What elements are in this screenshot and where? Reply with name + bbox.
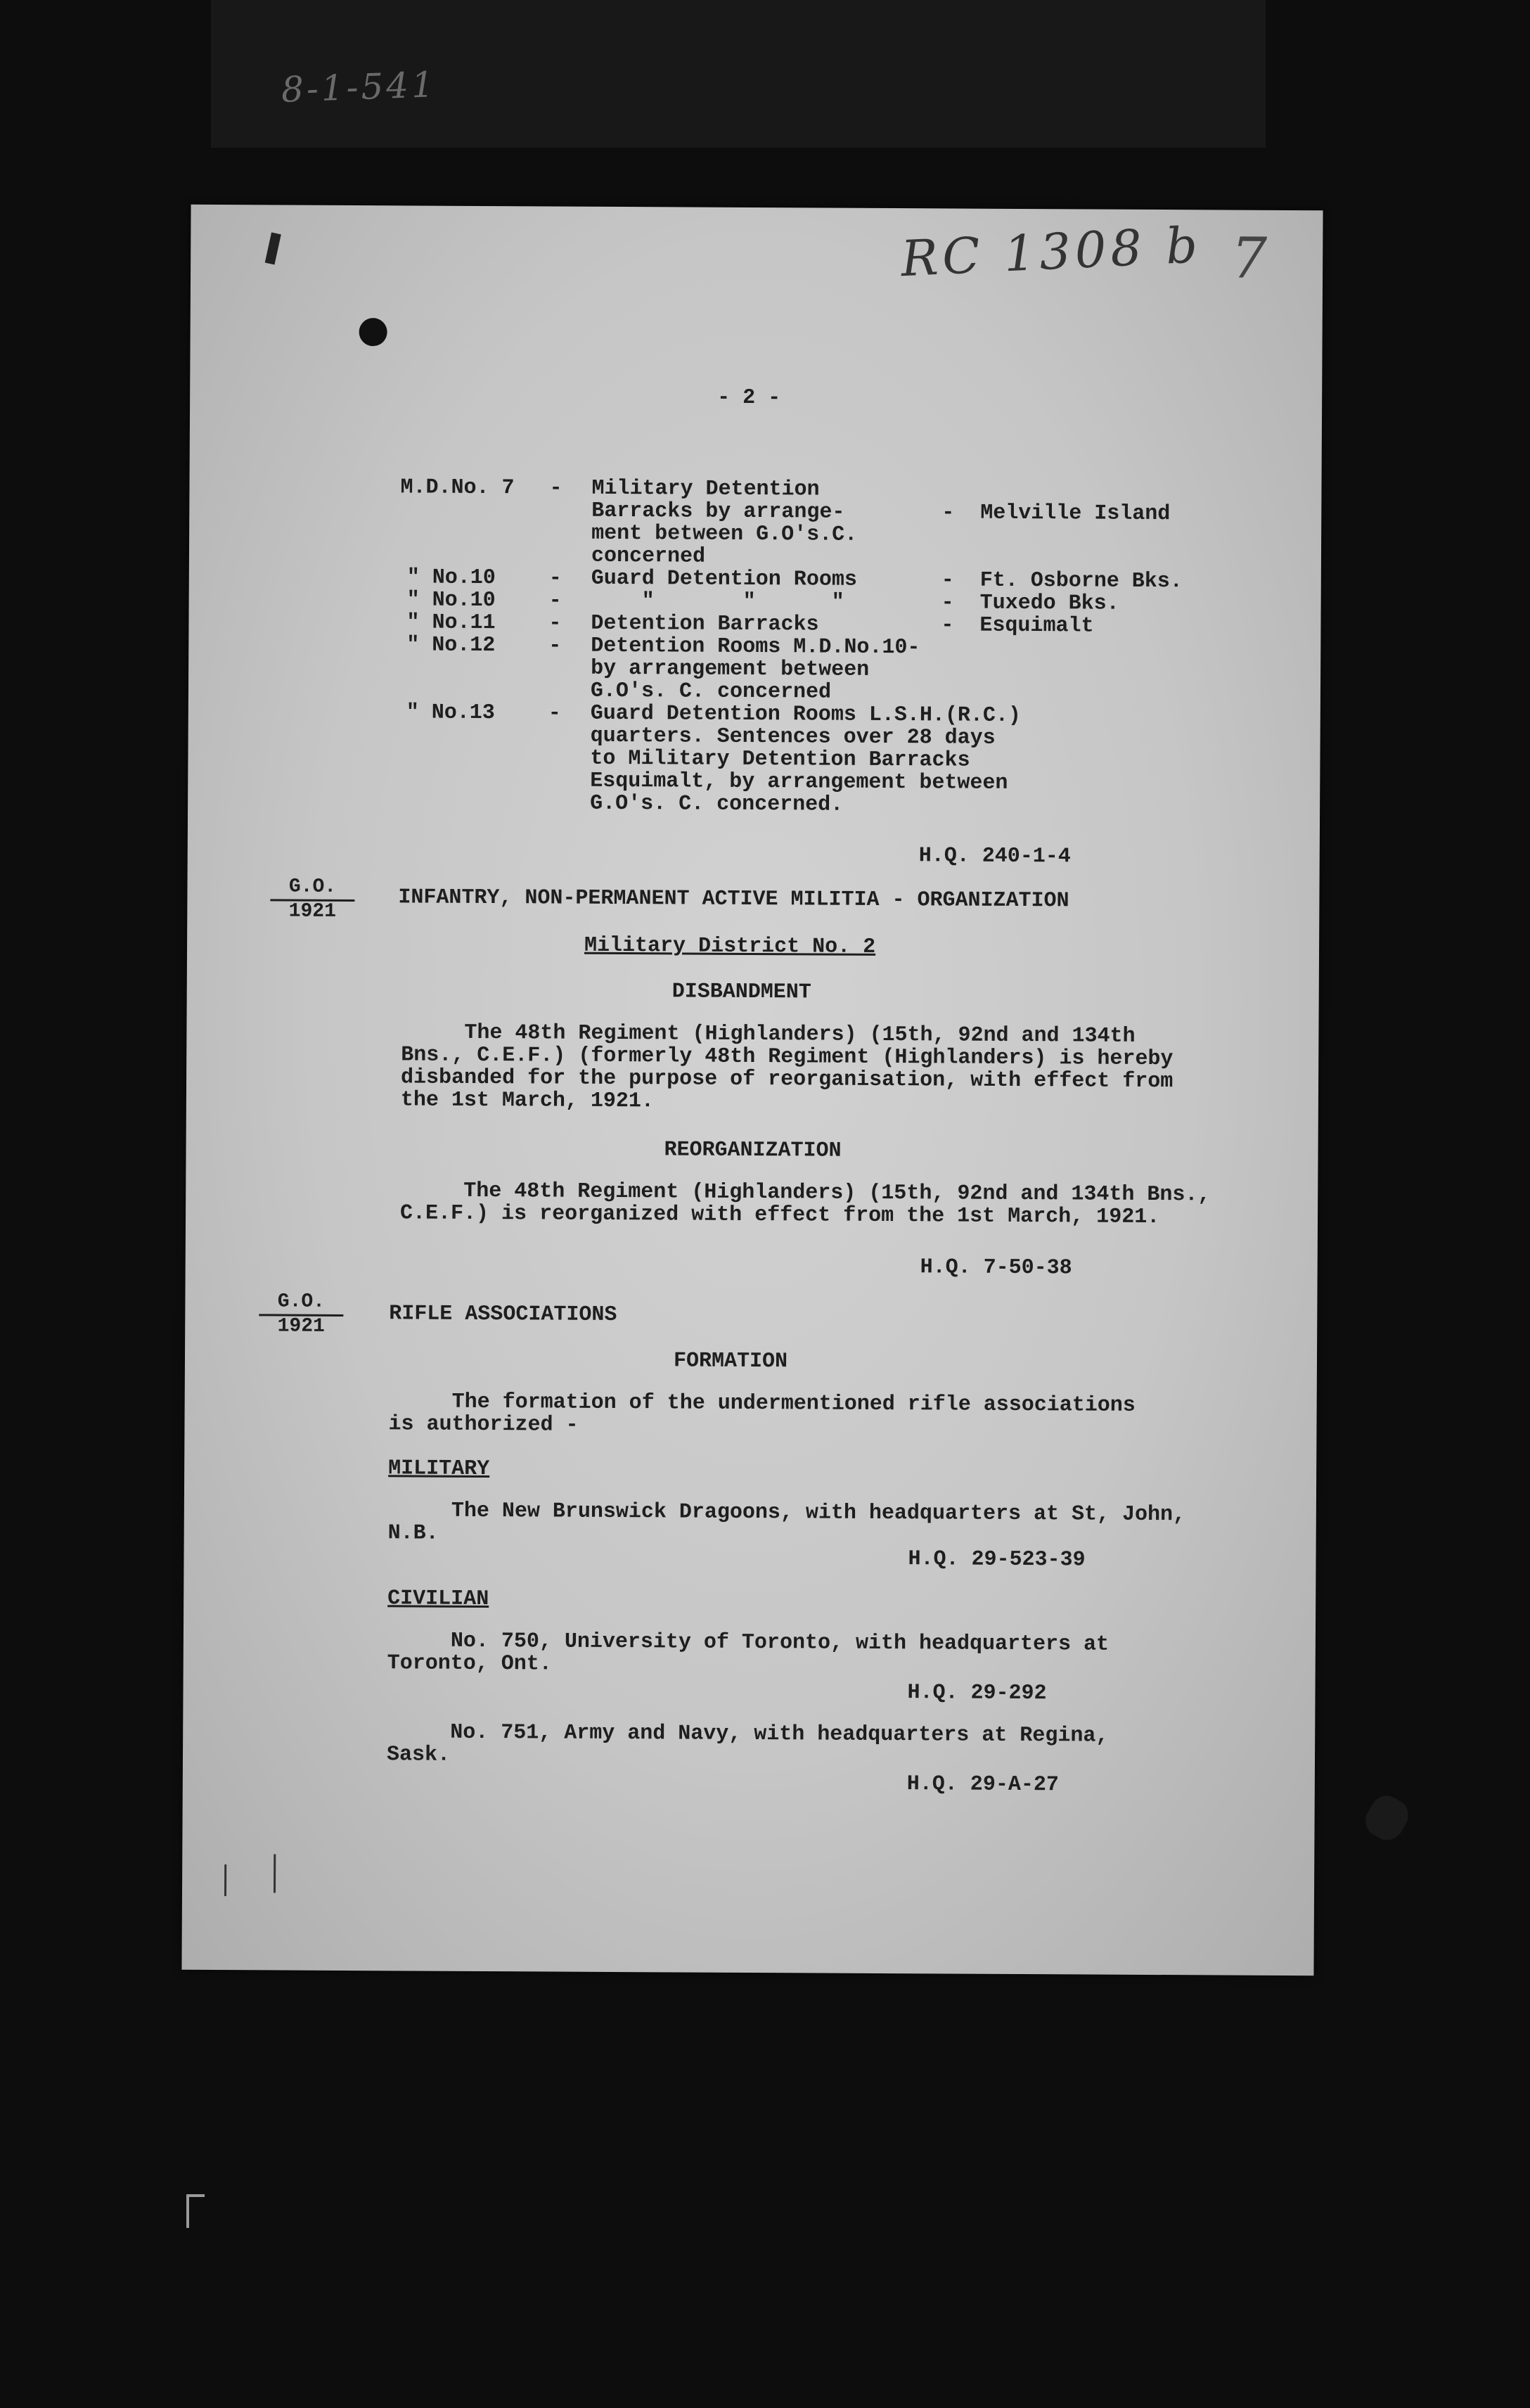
- table-row-location: Esquimalt: [979, 613, 1094, 639]
- go-year: 1921: [270, 899, 354, 923]
- table-row-dash: -: [548, 589, 562, 613]
- table-row-district: " No.10: [406, 588, 496, 613]
- table-row-district: " No.13: [406, 700, 495, 726]
- table-row-dash: -: [941, 501, 955, 525]
- hq-reference: H.Q. 29-A-27: [906, 1772, 1059, 1798]
- table-row-description: ment between G.O's.C.: [591, 521, 858, 547]
- table-row-description: by arrangement between: [591, 656, 870, 682]
- ink-blot: [1360, 1790, 1415, 1845]
- formation-heading: FORMATION: [673, 1349, 788, 1374]
- go-marginal-number: [259, 1291, 343, 1338]
- hq-reference: H.Q. 240-1-4: [918, 844, 1071, 869]
- go-label: G.O.: [288, 876, 337, 898]
- film-mark: [186, 2194, 205, 2228]
- table-row-description: concerned: [591, 544, 706, 569]
- paragraph-line: The formation of the undermentioned rifle associations: [388, 1390, 1136, 1418]
- table-row-description: Detention Barracks: [591, 611, 819, 637]
- paragraph-line: No. 751, Army and Navy, with headquarters at Regina,: [387, 1720, 1109, 1748]
- paragraph-line: the 1st March, 1921.: [400, 1088, 655, 1114]
- table-row-description: Military Detention: [591, 476, 820, 502]
- table-row-dash: -: [548, 611, 562, 636]
- pen-mark: [265, 232, 281, 264]
- hq-reference: H.Q. 7-50-38: [920, 1255, 1072, 1281]
- table-row-location: Ft. Osborne Bks.: [979, 568, 1183, 594]
- table-row-location: Tuxedo Bks.: [979, 591, 1119, 616]
- handwritten-folio: 7: [1230, 225, 1268, 291]
- paragraph-line: C.E.F.) is reorganized with effect from the 1st March, 1921.: [399, 1201, 1160, 1230]
- table-row-district: " No.12: [406, 633, 496, 658]
- paragraph-line: disbanded for the purpose of reorganisation, with effect from: [400, 1065, 1174, 1094]
- table-row-district: " No.11: [406, 610, 496, 636]
- section-subtitle: Military District No. 2: [584, 933, 876, 959]
- table-row-dash: -: [548, 634, 562, 658]
- section-title: INFANTRY, NON-PERMANENT ACTIVE MILITIA - ORGANIZATION: [398, 885, 1069, 914]
- table-row-description: Guard Detention Rooms L.S.H.(R.C.): [590, 701, 1021, 728]
- paragraph-line: The New Brunswick Dragoons, with headquarters at St, John,: [387, 1499, 1186, 1528]
- table-row-dash: -: [941, 591, 954, 615]
- table-row-location: Melville Island: [980, 501, 1171, 527]
- table-row-dash: -: [548, 566, 562, 591]
- table-row-description: Guard Detention Rooms: [591, 566, 857, 592]
- paragraph-line: No. 750, University of Toronto, with headquarters at: [387, 1629, 1110, 1657]
- table-row-dash: -: [941, 568, 954, 593]
- go-marginal-number: [270, 876, 354, 923]
- table-row-description: G.O's. C. concerned: [590, 679, 832, 705]
- hq-reference: H.Q. 29-523-39: [908, 1547, 1086, 1573]
- film-scratch: [274, 1854, 276, 1893]
- film-scratch: [224, 1864, 226, 1896]
- table-row-description: Detention Rooms M.D.No.10-: [591, 634, 920, 660]
- paragraph-line: N.B.: [387, 1521, 439, 1546]
- page-number: - 2 -: [717, 385, 781, 411]
- table-row-description: G.O's. C. concerned.: [590, 791, 844, 817]
- table-row-dash: -: [548, 701, 561, 726]
- table-row-dash: -: [549, 476, 562, 501]
- table-row-description: quarters. Sentences over 28 days: [590, 724, 996, 750]
- table-row-district: M.D.No. 7: [400, 475, 515, 501]
- film-annotation: 8-1-541: [281, 64, 437, 110]
- paragraph-line: Toronto, Ont.: [387, 1651, 552, 1677]
- paragraph-line: is authorized -: [388, 1412, 579, 1437]
- paragraph-line: Bns., C.E.F.) (formerly 48th Regiment (Highlanders) is hereby: [401, 1043, 1174, 1072]
- section-title: RIFLE ASSOCIATIONS: [389, 1302, 617, 1327]
- disbandment-heading: DISBANDMENT: [671, 980, 811, 1005]
- table-row-description: to Military Detention Barracks: [590, 746, 970, 773]
- paragraph-line: The 48th Regiment (Highlanders) (15th, 92nd and 134th Bns.,: [400, 1179, 1211, 1208]
- table-row-description: Barracks by arrange-: [591, 499, 845, 525]
- go-year: 1921: [259, 1314, 343, 1338]
- paragraph-line: The 48th Regiment (Highlanders) (15th, 92nd and 134th: [401, 1020, 1136, 1049]
- handwritten-reference: RC 1308 b: [899, 216, 1203, 288]
- paragraph-line: Sask.: [386, 1743, 451, 1767]
- table-row-district: " No.10: [406, 565, 496, 591]
- table-row-dash: -: [941, 613, 954, 638]
- civilian-heading: CIVILIAN: [387, 1587, 489, 1612]
- table-row-description: " " ": [591, 589, 844, 615]
- reorganization-heading: REORGANIZATION: [664, 1138, 842, 1163]
- table-row-description: Esquimalt, by arrangement between: [590, 769, 1008, 795]
- go-label: G.O.: [277, 1291, 326, 1313]
- document-page: [181, 205, 1323, 1975]
- hq-reference: H.Q. 29-292: [907, 1681, 1047, 1706]
- military-heading: MILITARY: [388, 1456, 490, 1482]
- punch-hole: [359, 318, 387, 346]
